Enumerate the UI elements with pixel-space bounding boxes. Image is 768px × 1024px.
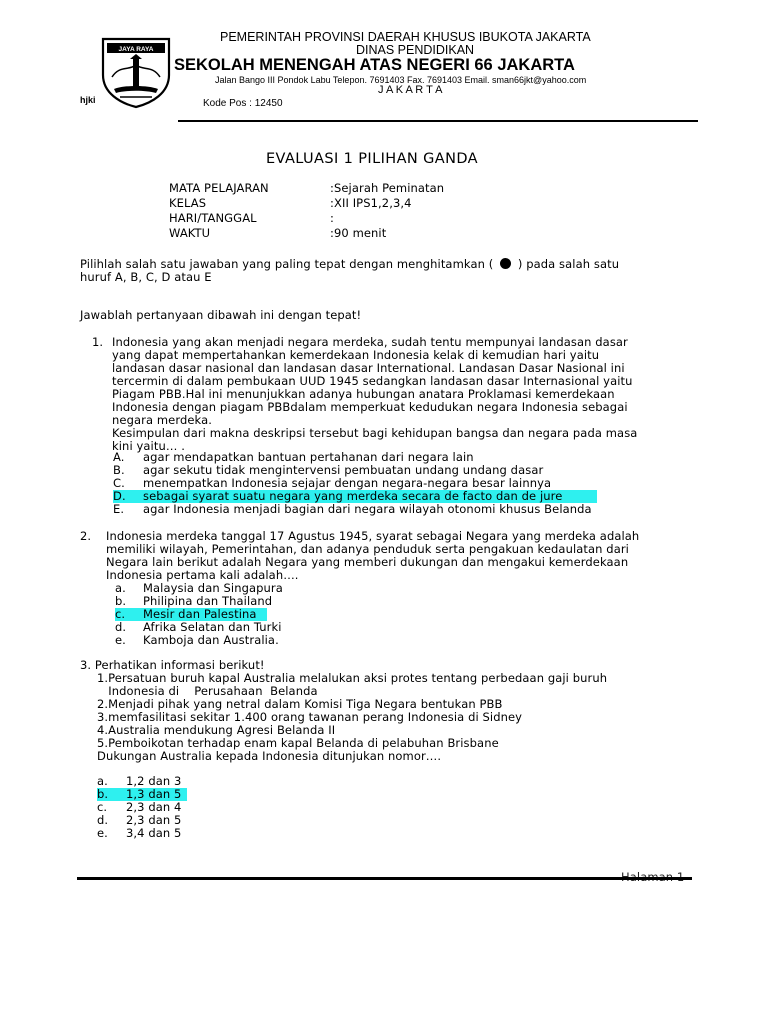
date-label: HARI/TANGGAL bbox=[169, 211, 257, 225]
info-item: 2.Menjadi pihak yang netral dalam Komisi Tiga Negara bentukan PBB bbox=[97, 697, 503, 711]
postal-code: Kode Pos : 12450 bbox=[203, 98, 283, 109]
option-letter: D. bbox=[113, 489, 126, 503]
side-note: hjki bbox=[80, 95, 96, 105]
option-e[interactable] bbox=[97, 826, 182, 840]
date-value: : bbox=[330, 211, 334, 225]
question-text-line: landasan dasar nasional dan landasan dasar International. Landasan Dasar Nasional ini bbox=[112, 361, 625, 375]
header-divider bbox=[178, 120, 698, 122]
option-text: 1,2 dan 3 bbox=[126, 774, 182, 788]
header-department-line: DINAS PENDIDIKAN bbox=[356, 43, 475, 57]
question-intro: 3. Perhatikan informasi berikut! bbox=[80, 658, 265, 672]
option-e[interactable] bbox=[115, 633, 279, 647]
question-text-line: yang dapat mempertahankan kemerdekaan Indonesia kelak di kemudian hari yaitu bbox=[112, 348, 600, 362]
subject-label: MATA PELAJARAN bbox=[169, 181, 269, 195]
option-text: Afrika Selatan dan Turki bbox=[143, 620, 282, 634]
option-letter: b. bbox=[97, 787, 109, 801]
question-text-line: Kesimpulan dari makna deskripsi tersebut bagi kehidupan bangsa dan negara pada masa bbox=[112, 426, 638, 440]
city-label: J A K A R T A bbox=[378, 84, 443, 96]
option-letter: E. bbox=[113, 502, 125, 516]
question-text-line: tercermin di dalam pembukaan UUD 1945 sedangkan landasan dasar Internasional yaitu bbox=[112, 374, 633, 388]
question-text-line: memiliki wilayah, Pemerintahan, dan adanya penduduk serta pengakuan kedaulatan dari bbox=[106, 542, 629, 556]
question-text-line: kini yaitu… . bbox=[112, 439, 185, 453]
option-letter: e. bbox=[115, 633, 126, 647]
duration-value: :90 menit bbox=[330, 226, 387, 240]
instruction-text-a: Pilihlah salah satu jawaban yang paling tepat dengan menghitamkan ( bbox=[80, 257, 494, 271]
question-stem: Dukungan Australia kepada Indonesia ditunjukan nomor…. bbox=[97, 749, 442, 763]
question-text-line: Indonesia dengan piagam PBBdalam memperkuat kedudukan negara Indonesia sebagai bbox=[112, 400, 628, 414]
option-letter: b. bbox=[115, 594, 127, 608]
school-crest-logo bbox=[100, 35, 172, 109]
header-government-line: PEMERINTAH PROVINSI DAERAH KHUSUS IBUKOTA JAKARTA bbox=[220, 30, 591, 44]
school-address: Jalan Bango III Pondok Labu Telepon. 7691403 Fax. 7691403 Email. sman66jkt@yahoo.com bbox=[215, 75, 587, 85]
info-item: Indonesia di Perusahaan Belanda bbox=[97, 684, 318, 698]
question-text-line: negara merdeka. bbox=[112, 413, 212, 427]
option-letter: d. bbox=[97, 813, 109, 827]
svg-text:JAYA RAYA: JAYA RAYA bbox=[118, 46, 154, 53]
option-text: agar Indonesia menjadi bagian dari negara wilayah otonomi khusus Belanda bbox=[143, 502, 592, 516]
subject-value: :Sejarah Peminatan bbox=[330, 181, 445, 195]
option-letter: d. bbox=[115, 620, 127, 634]
page-number: Halaman 1 bbox=[621, 870, 685, 884]
option-text: agar mendapatkan bantuan pertahanan dari negara lain bbox=[143, 450, 474, 464]
question-text-line: Indonesia merdeka tanggal 17 Agustus 1945, syarat sebagai Negara yang merdeka adalah bbox=[106, 529, 640, 543]
option-text: Malaysia dan Singapura bbox=[143, 581, 283, 595]
duration-label: WAKTU bbox=[169, 226, 211, 240]
info-item: 3.memfasilitasi sekitar 1.400 orang tawanan perang Indonesia di Sidney bbox=[97, 710, 523, 724]
question-number: 2. bbox=[80, 529, 92, 543]
option-text: Mesir dan Palestina bbox=[143, 607, 257, 621]
option-letter: e. bbox=[97, 826, 108, 840]
question-text-line: Piagam PBB.Hal ini menunjukkan adanya hubungan anatara Proklamasi kemerdekaan bbox=[112, 387, 615, 401]
filled-circle-icon bbox=[500, 258, 511, 269]
answer-prompt: Jawablah pertanyaan dibawah ini dengan tepat! bbox=[80, 308, 362, 322]
option-e[interactable] bbox=[113, 502, 592, 516]
class-label: KELAS bbox=[169, 196, 207, 210]
question-text-line: Negara lain berikut adalah Negara yang memberi dukungan dan mengakui kemerdekaan bbox=[106, 555, 629, 569]
option-text: menempatkan Indonesia sejajar dengan negara-negara besar lainnya bbox=[143, 476, 552, 490]
exam-title: EVALUASI 1 PILIHAN GANDA bbox=[266, 151, 478, 167]
option-text: 2,3 dan 5 bbox=[126, 813, 182, 827]
question-number: 1. bbox=[92, 335, 104, 349]
option-text: Kamboja dan Australia. bbox=[143, 633, 279, 647]
option-text: 3,4 dan 5 bbox=[126, 826, 182, 840]
instruction-text-b: ) pada salah satu bbox=[517, 257, 620, 271]
option-text: sebagai syarat suatu negara yang merdeka secara de facto dan de jure bbox=[143, 489, 563, 503]
class-value: :XII IPS1,2,3,4 bbox=[330, 196, 412, 210]
option-letter: c. bbox=[97, 800, 108, 814]
footer-divider bbox=[77, 877, 692, 880]
question-text-line: Indonesia yang akan menjadi negara merdeka, sudah tentu mempunyai landasan dasar bbox=[112, 335, 628, 349]
info-item: 1.Persatuan buruh kapal Australia melalukan aksi protes tentang perbedaan gaji buruh bbox=[97, 671, 608, 685]
instruction-line-2: huruf A, B, C, D atau E bbox=[80, 270, 212, 284]
option-letter: c. bbox=[115, 607, 126, 621]
option-letter: B. bbox=[113, 463, 125, 477]
info-item: 5.Pemboikotan terhadap enam kapal Belanda di pelabuhan Brisbane bbox=[97, 736, 499, 750]
school-name: SEKOLAH MENENGAH ATAS NEGERI 66 JAKARTA bbox=[174, 56, 575, 74]
info-item: 4.Australia mendukung Agresi Belanda II bbox=[97, 723, 336, 737]
option-text: 2,3 dan 4 bbox=[126, 800, 182, 814]
option-letter: A. bbox=[113, 450, 125, 464]
option-text: 1,3 dan 5 bbox=[126, 787, 182, 801]
option-letter: C. bbox=[113, 476, 125, 490]
option-letter: a. bbox=[97, 774, 108, 788]
option-text: agar sekutu tidak mengintervensi pembuatan undang undang dasar bbox=[143, 463, 544, 477]
option-letter: a. bbox=[115, 581, 126, 595]
question-text-line: Indonesia pertama kali adalah…. bbox=[106, 568, 299, 582]
option-text: Philipina dan Thailand bbox=[143, 594, 273, 608]
